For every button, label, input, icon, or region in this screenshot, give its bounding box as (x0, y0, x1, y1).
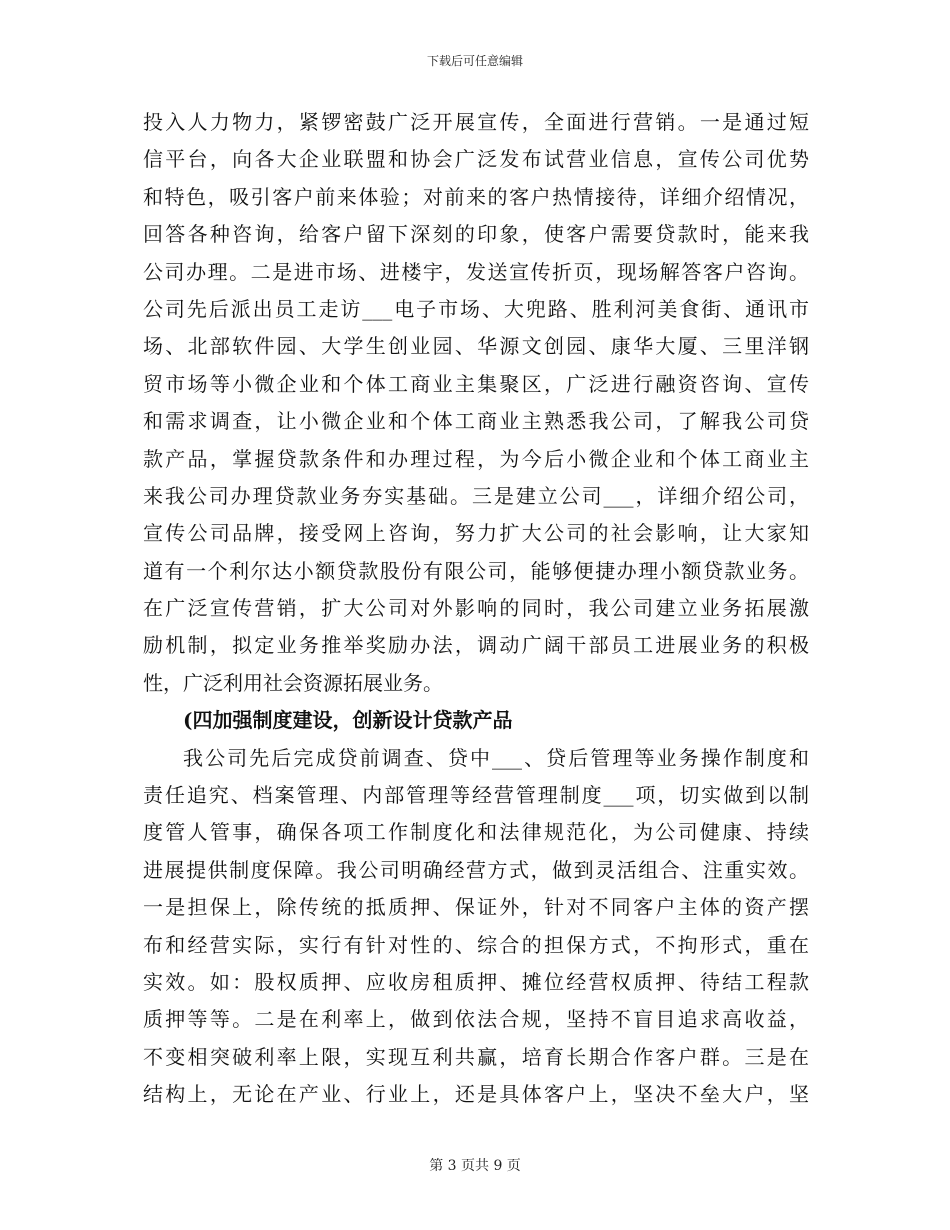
text-line: 和特色，吸引客户前来体验；对前来的客户热情接待，详细介绍情况， (143, 184, 809, 209)
text-line: 实效。如：股权质押、应收房租质押、摊位经营权质押、待结工程款 (143, 969, 809, 994)
page-footer: 第 3 页共 9 页 (429, 1158, 521, 1174)
text-line: 不变相突破利率上限，实现互利共赢，培育长期合作客户群。三是在 (143, 1044, 809, 1069)
text-line: 宣传公司品牌，接受网上咨询，努力扩大公司的社会影响，让大家知 (143, 521, 809, 546)
text-line: 投入人力物力，紧锣密鼓广泛开展宣传，全面进行营销。一是通过短 (143, 110, 809, 134)
text-line: 我公司先后完成贷前调查、贷中___、贷后管理等业务操作制度和 (183, 745, 809, 770)
text-line: 款产品，掌握贷款条件和办理过程，为今后小微企业和个体工商业主 (143, 446, 809, 471)
text-line: 来我公司办理贷款业务夯实基础。三是建立公司___，详细介绍公司， (143, 483, 809, 508)
text-line: 励机制，拟定业务推举奖励办法，调动广阔干部员工进展业务的积极 (143, 633, 809, 658)
page-header: 下载后可任意编辑 (426, 54, 523, 68)
text-line: 在广泛宣传营销，扩大公司对外影响的同时，我公司建立业务拓展激 (143, 596, 809, 621)
text-line: 责任追究、档案管理、内部管理等经营管理制度___项，切实做到以制 (143, 783, 809, 808)
text-line: 性，广泛利用社会资源拓展业务。 (143, 670, 443, 695)
document-body (143, 104, 809, 1114)
text-line: 和需求调查，让小微企业和个体工商业主熟悉我公司，了解我公司贷 (143, 409, 809, 434)
text-line: 结构上，无论在产业、行业上，还是具体客户上，坚决不垒大户，坚 (143, 1082, 809, 1107)
text-line: 道有一个利尔达小额贷款股份有限公司，能够便捷办理小额贷款业务。 (143, 558, 809, 583)
text-line: 进展提供制度保障。我公司明确经营方式，做到灵活组合、注重实效。 (143, 857, 809, 882)
text-line: 信平台，向各大企业联盟和协会广泛发布试营业信息，宣传公司优势 (143, 147, 809, 172)
text-line: 公司先后派出员工走访___电子市场、大兜路、胜利河美食街、通讯市 (143, 296, 809, 321)
text-line: 度管人管事，确保各项工作制度化和法律规范化，为公司健康、持续 (143, 820, 809, 845)
text-line: 一是担保上，除传统的抵质押、保证外，针对不同客户主体的资产摆 (143, 895, 809, 920)
text-line: 贸市场等小微企业和个体工商业主集聚区，广泛进行融资咨询、宣传 (143, 371, 809, 396)
text-line: 场、北部软件园、大学生创业园、华源文创园、康华大厦、三里洋钢 (143, 334, 809, 359)
text-line: 质押等等。二是在利率上，做到依法合规，坚持不盲目追求高收益， (143, 1007, 809, 1032)
text-line: 布和经营实际，实行有针对性的、综合的担保方式，不拘形式，重在 (143, 932, 809, 957)
text-line: 公司办理。二是进市场、进楼宇，发送宣传折页，现场解答客户咨询。 (143, 259, 809, 284)
text-line: 回答各种咨询，给客户留下深刻的印象，使客户需要贷款时，能来我 (143, 222, 809, 247)
section-heading: (四加强制度建设，创新设计贷款产品 (183, 708, 513, 733)
